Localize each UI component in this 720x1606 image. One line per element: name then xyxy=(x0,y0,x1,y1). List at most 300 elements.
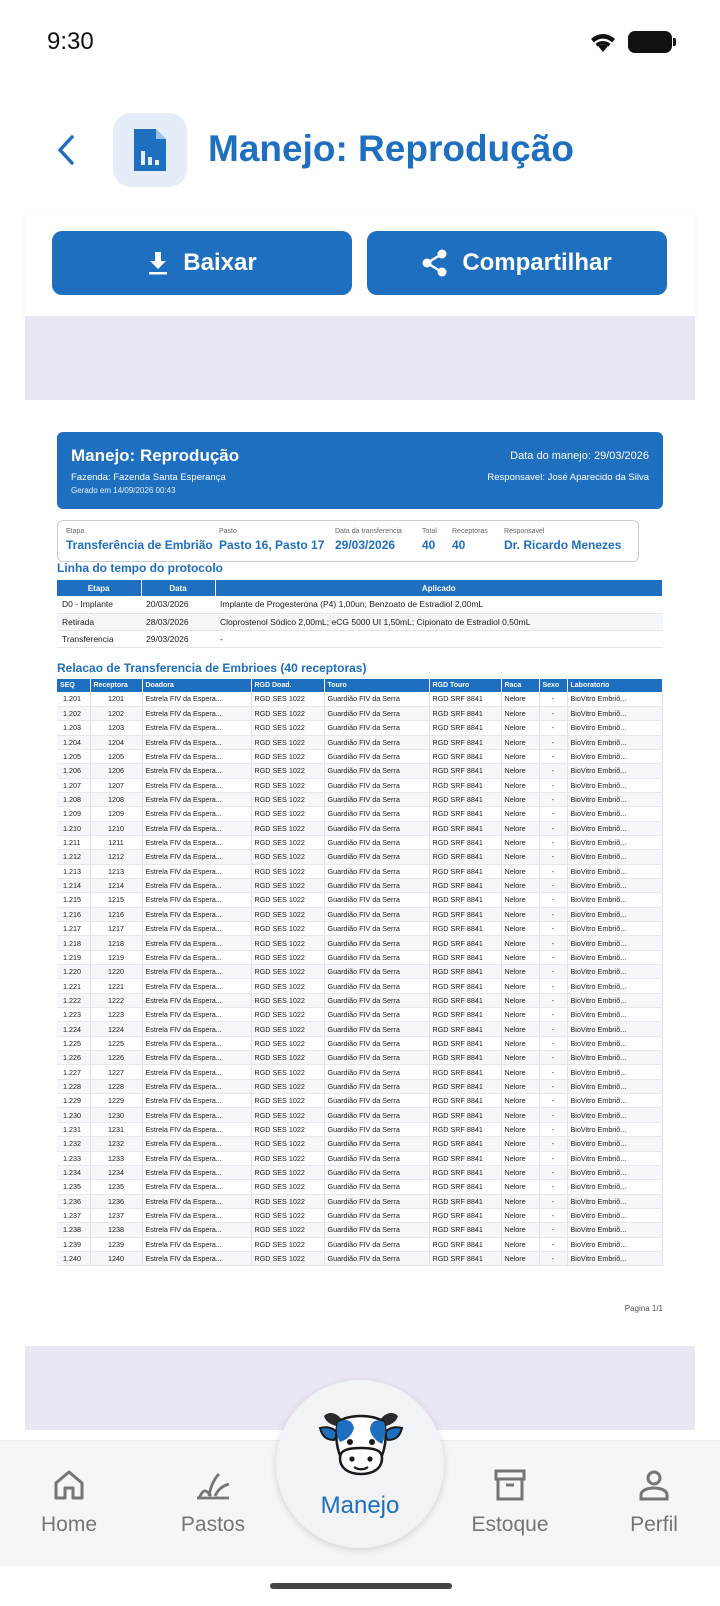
table-cell: 1.232 xyxy=(57,1137,90,1151)
table-cell: RGD SRF 8841 xyxy=(429,1251,501,1265)
table-cell: 1.218 xyxy=(57,936,90,950)
table-cell: 1230 xyxy=(90,1108,142,1122)
table-cell: 1.217 xyxy=(57,922,90,936)
table-cell: RGD SES 1022 xyxy=(251,821,324,835)
table-cell: Estrela FIV da Espera... xyxy=(142,792,251,806)
table-cell: RGD SRF 8841 xyxy=(429,950,501,964)
table-cell: Nelore xyxy=(501,1036,539,1050)
table-cell: RGD SRF 8841 xyxy=(429,965,501,979)
table-cell: RGD SES 1022 xyxy=(251,749,324,763)
table-cell: BioVitro Embriõ... xyxy=(567,721,663,735)
table-cell: Nelore xyxy=(501,1165,539,1179)
table-cell: Nelore xyxy=(501,1237,539,1251)
table-cell: - xyxy=(539,893,567,907)
table-cell: Nelore xyxy=(501,864,539,878)
table-cell: Estrela FIV da Espera... xyxy=(142,764,251,778)
table-cell: 1222 xyxy=(90,993,142,1007)
table-cell: Nelore xyxy=(501,778,539,792)
table-cell: Nelore xyxy=(501,1022,539,1036)
table-cell: Nelore xyxy=(501,1194,539,1208)
table-cell: Guardião FIV da Serra xyxy=(324,692,429,706)
table-cell: RGD SES 1022 xyxy=(251,1180,324,1194)
table-row xyxy=(57,1036,663,1050)
table-row xyxy=(57,965,663,979)
table-cell: Estrela FIV da Espera... xyxy=(142,1094,251,1108)
table-cell: 1.227 xyxy=(57,1065,90,1079)
table-cell: 1.237 xyxy=(57,1208,90,1222)
report-title: Manejo: Reprodução xyxy=(71,446,240,465)
table-row xyxy=(57,749,663,763)
summary-item: Pasto Pasto 16, Pasto 17 xyxy=(219,528,325,552)
table-row xyxy=(57,1094,663,1108)
table-cell: - xyxy=(539,907,567,921)
table-cell: RGD SRF 8841 xyxy=(429,778,501,792)
table-cell: 1.225 xyxy=(57,1036,90,1050)
table-cell: 1.221 xyxy=(57,979,90,993)
transfer-title: Relacao de Transferencia de Embrioes (40 receptoras) xyxy=(57,661,367,675)
download-label: Baixar xyxy=(183,249,257,276)
table-cell: BioVitro Embriõ... xyxy=(567,1108,663,1122)
table-row xyxy=(57,764,663,778)
table-cell: Estrela FIV da Espera... xyxy=(142,1008,251,1022)
table-cell: Guardião FIV da Serra xyxy=(324,1223,429,1237)
table-cell: Estrela FIV da Espera... xyxy=(142,893,251,907)
table-cell: Nelore xyxy=(501,850,539,864)
table-row xyxy=(57,721,663,735)
table-cell: 1227 xyxy=(90,1065,142,1079)
table-cell: RGD SRF 8841 xyxy=(429,1208,501,1222)
table-cell: - xyxy=(539,936,567,950)
table-header: Raca xyxy=(501,679,539,692)
table-cell: 1.202 xyxy=(57,706,90,720)
table-cell: Nelore xyxy=(501,721,539,735)
table-cell: 1239 xyxy=(90,1237,142,1251)
table-cell: BioVitro Embriõ... xyxy=(567,1208,663,1222)
table-cell: Guardião FIV da Serra xyxy=(324,965,429,979)
table-cell: - xyxy=(539,1108,567,1122)
table-cell: RGD SRF 8841 xyxy=(429,1223,501,1237)
table-header: Doadora xyxy=(142,679,251,692)
table-cell: 1205 xyxy=(90,749,142,763)
table-cell: 1211 xyxy=(90,835,142,849)
table-cell: Estrela FIV da Espera... xyxy=(142,907,251,921)
table-cell: 1.216 xyxy=(57,907,90,921)
table-cell: Nelore xyxy=(501,893,539,907)
table-cell: 1236 xyxy=(90,1194,142,1208)
table-cell: Guardião FIV da Serra xyxy=(324,749,429,763)
table-cell: RGD SRF 8841 xyxy=(429,993,501,1007)
table-row xyxy=(57,1137,663,1151)
table-cell: RGD SES 1022 xyxy=(251,706,324,720)
table-cell: Nelore xyxy=(501,1151,539,1165)
table-cell: BioVitro Embriõ... xyxy=(567,792,663,806)
table-cell: Estrela FIV da Espera... xyxy=(142,1036,251,1050)
table-cell: Guardião FIV da Serra xyxy=(324,1208,429,1222)
table-cell: Guardião FIV da Serra xyxy=(324,735,429,749)
table-cell: BioVitro Embriõ... xyxy=(567,922,663,936)
table-cell: RGD SES 1022 xyxy=(251,1137,324,1151)
table-cell: RGD SES 1022 xyxy=(251,835,324,849)
table-cell: Nelore xyxy=(501,1051,539,1065)
table-cell: RGD SES 1022 xyxy=(251,878,324,892)
nav-estoque[interactable] xyxy=(450,1465,570,1537)
table-cell: - xyxy=(539,1237,567,1251)
table-cell: - xyxy=(539,1008,567,1022)
nav-perfil[interactable] xyxy=(594,1465,714,1537)
table-cell: - xyxy=(539,764,567,778)
table-cell: Guardião FIV da Serra xyxy=(324,1008,429,1022)
timeline-row xyxy=(57,630,663,647)
table-cell: 1214 xyxy=(90,878,142,892)
table-cell: BioVitro Embriõ... xyxy=(567,1051,663,1065)
table-cell: 1.214 xyxy=(57,878,90,892)
table-cell: - xyxy=(539,993,567,1007)
table-cell: - xyxy=(539,778,567,792)
download-icon xyxy=(147,251,169,275)
table-cell: - xyxy=(539,922,567,936)
table-cell: Nelore xyxy=(501,979,539,993)
table-cell: RGD SES 1022 xyxy=(251,1194,324,1208)
table-cell: Guardião FIV da Serra xyxy=(324,1180,429,1194)
table-cell: Estrela FIV da Espera... xyxy=(142,1151,251,1165)
table-cell: Nelore xyxy=(501,1251,539,1265)
table-cell: 1.236 xyxy=(57,1194,90,1208)
table-cell: - xyxy=(539,1137,567,1151)
table-row xyxy=(57,735,663,749)
table-cell: 1.206 xyxy=(57,764,90,778)
table-cell: Estrela FIV da Espera... xyxy=(142,1079,251,1093)
table-cell: Nelore xyxy=(501,993,539,1007)
table-cell: - xyxy=(539,1051,567,1065)
report-header xyxy=(57,432,663,509)
table-row xyxy=(57,807,663,821)
summary-item: Etapa Transferência de Embrião xyxy=(66,528,213,552)
table-cell: Estrela FIV da Espera... xyxy=(142,1223,251,1237)
table-cell: RGD SES 1022 xyxy=(251,1008,324,1022)
table-cell: Estrela FIV da Espera... xyxy=(142,835,251,849)
table-cell: - xyxy=(215,630,663,647)
table-cell: RGD SES 1022 xyxy=(251,1094,324,1108)
report-document-icon xyxy=(132,127,168,173)
table-cell: Nelore xyxy=(501,692,539,706)
table-cell: Guardião FIV da Serra xyxy=(324,764,429,778)
table-cell: RGD SRF 8841 xyxy=(429,1036,501,1050)
table-cell: RGD SRF 8841 xyxy=(429,749,501,763)
table-cell: 1229 xyxy=(90,1094,142,1108)
table-cell: 1.223 xyxy=(57,1008,90,1022)
table-cell: BioVitro Embriõ... xyxy=(567,893,663,907)
table-row xyxy=(57,1208,663,1222)
summary-item: Receptoras 40 xyxy=(452,528,488,552)
table-cell: 1234 xyxy=(90,1165,142,1179)
page-number: Pagina 1/1 xyxy=(624,1304,663,1313)
table-cell: 1.212 xyxy=(57,850,90,864)
wifi-icon xyxy=(588,30,618,54)
table-cell: Estrela FIV da Espera... xyxy=(142,1208,251,1222)
table-row xyxy=(57,1165,663,1179)
back-button[interactable] xyxy=(48,130,84,170)
table-cell: 1223 xyxy=(90,1008,142,1022)
table-cell: Guardião FIV da Serra xyxy=(324,1108,429,1122)
table-row xyxy=(57,835,663,849)
table-cell: - xyxy=(539,821,567,835)
table-cell: RGD SRF 8841 xyxy=(429,878,501,892)
preview-background-top xyxy=(25,316,695,400)
table-cell: BioVitro Embriõ... xyxy=(567,706,663,720)
table-row xyxy=(57,1122,663,1136)
table-row xyxy=(57,1051,663,1065)
home-icon xyxy=(52,1469,86,1501)
table-row xyxy=(57,1194,663,1208)
table-cell: - xyxy=(539,1208,567,1222)
table-cell: RGD SES 1022 xyxy=(251,1065,324,1079)
table-cell: Nelore xyxy=(501,749,539,763)
table-cell: RGD SES 1022 xyxy=(251,1165,324,1179)
table-cell: Nelore xyxy=(501,878,539,892)
nav-manejo[interactable] xyxy=(276,1380,444,1548)
table-cell: RGD SES 1022 xyxy=(251,1022,324,1036)
table-cell: Retirada xyxy=(57,613,141,630)
table-cell: Estrela FIV da Espera... xyxy=(142,821,251,835)
table-cell: - xyxy=(539,692,567,706)
table-cell: Guardião FIV da Serra xyxy=(324,979,429,993)
table-cell: BioVitro Embriõ... xyxy=(567,878,663,892)
table-cell: 1213 xyxy=(90,864,142,878)
table-row xyxy=(57,792,663,806)
table-cell: BioVitro Embriõ... xyxy=(567,950,663,964)
table-cell: RGD SRF 8841 xyxy=(429,1194,501,1208)
timeline-table xyxy=(57,580,663,648)
table-cell: - xyxy=(539,1151,567,1165)
table-cell: Estrela FIV da Espera... xyxy=(142,850,251,864)
table-cell: 1.229 xyxy=(57,1094,90,1108)
table-row xyxy=(57,1151,663,1165)
table-cell: 1.222 xyxy=(57,993,90,1007)
nav-pastos[interactable] xyxy=(153,1465,273,1537)
table-cell: 29/03/2026 xyxy=(141,630,215,647)
share-button[interactable] xyxy=(367,231,667,295)
table-cell: RGD SES 1022 xyxy=(251,907,324,921)
table-cell: 1208 xyxy=(90,792,142,806)
table-cell: - xyxy=(539,749,567,763)
table-cell: BioVitro Embriõ... xyxy=(567,1237,663,1251)
transfer-table xyxy=(57,679,663,1266)
table-cell: 1.224 xyxy=(57,1022,90,1036)
table-cell: Nelore xyxy=(501,1122,539,1136)
table-cell: BioVitro Embriõ... xyxy=(567,1165,663,1179)
table-cell: Guardião FIV da Serra xyxy=(324,1051,429,1065)
table-cell: Guardião FIV da Serra xyxy=(324,907,429,921)
table-cell: BioVitro Embriõ... xyxy=(567,1122,663,1136)
table-row xyxy=(57,778,663,792)
table-row xyxy=(57,864,663,878)
table-cell: Estrela FIV da Espera... xyxy=(142,1108,251,1122)
table-cell: 1203 xyxy=(90,721,142,735)
table-cell: Transferencia xyxy=(57,630,141,647)
table-cell: Guardião FIV da Serra xyxy=(324,821,429,835)
table-cell: RGD SRF 8841 xyxy=(429,1022,501,1036)
table-header: Sexo xyxy=(539,679,567,692)
table-cell: RGD SRF 8841 xyxy=(429,835,501,849)
table-row xyxy=(57,950,663,964)
table-cell: Estrela FIV da Espera... xyxy=(142,936,251,950)
table-cell: BioVitro Embriõ... xyxy=(567,1251,663,1265)
table-cell: RGD SES 1022 xyxy=(251,1122,324,1136)
table-cell: RGD SES 1022 xyxy=(251,807,324,821)
table-cell: 1226 xyxy=(90,1051,142,1065)
report-icon-badge xyxy=(113,113,187,187)
table-cell: BioVitro Embriõ... xyxy=(567,850,663,864)
home-indicator[interactable] xyxy=(270,1583,452,1589)
table-cell: BioVitro Embriõ... xyxy=(567,936,663,950)
timeline-row xyxy=(57,613,663,630)
table-cell: BioVitro Embriõ... xyxy=(567,965,663,979)
table-cell: RGD SRF 8841 xyxy=(429,735,501,749)
table-cell: Estrela FIV da Espera... xyxy=(142,1194,251,1208)
table-cell: Cloprostenol Sódico 2,00mL; eCG 5000 UI 1,50mL; Cipionato de Estradiol 0,50mL xyxy=(215,613,663,630)
table-header: Receptora xyxy=(90,679,142,692)
table-cell: RGD SES 1022 xyxy=(251,1151,324,1165)
table-cell: Nelore xyxy=(501,1223,539,1237)
table-cell: 1.235 xyxy=(57,1180,90,1194)
table-cell: 1.233 xyxy=(57,1151,90,1165)
table-cell: RGD SRF 8841 xyxy=(429,1151,501,1165)
table-cell: Estrela FIV da Espera... xyxy=(142,721,251,735)
table-cell: Estrela FIV da Espera... xyxy=(142,1251,251,1265)
cow-face-icon xyxy=(318,1404,404,1488)
table-cell: Estrela FIV da Espera... xyxy=(142,1065,251,1079)
table-row xyxy=(57,1251,663,1265)
table-cell: Guardião FIV da Serra xyxy=(324,1237,429,1251)
table-cell: 20/03/2026 xyxy=(141,596,215,613)
table-cell: RGD SES 1022 xyxy=(251,1208,324,1222)
table-cell: Guardião FIV da Serra xyxy=(324,993,429,1007)
table-cell: Nelore xyxy=(501,922,539,936)
table-cell: Estrela FIV da Espera... xyxy=(142,1122,251,1136)
table-cell: BioVitro Embriõ... xyxy=(567,1094,663,1108)
report-preview[interactable] xyxy=(25,400,695,1346)
table-cell: Nelore xyxy=(501,735,539,749)
table-cell: 1219 xyxy=(90,950,142,964)
table-cell: 1.203 xyxy=(57,721,90,735)
table-cell: Nelore xyxy=(501,706,539,720)
table-cell: 1231 xyxy=(90,1122,142,1136)
table-cell: 1.215 xyxy=(57,893,90,907)
table-cell: RGD SES 1022 xyxy=(251,864,324,878)
share-icon xyxy=(422,249,448,277)
table-cell: 1217 xyxy=(90,922,142,936)
table-cell: RGD SRF 8841 xyxy=(429,1065,501,1079)
table-header: Laboratorio xyxy=(567,679,663,692)
status-bar xyxy=(0,0,720,86)
table-cell: Guardião FIV da Serra xyxy=(324,1094,429,1108)
table-cell: BioVitro Embriõ... xyxy=(567,1036,663,1050)
table-header: Aplicado xyxy=(215,580,663,596)
table-row xyxy=(57,993,663,1007)
table-cell: 1.211 xyxy=(57,835,90,849)
nav-home-label: Home xyxy=(40,1513,98,1536)
action-panel xyxy=(25,212,695,316)
table-cell: Guardião FIV da Serra xyxy=(324,878,429,892)
table-cell: Nelore xyxy=(501,1094,539,1108)
report-farm: Fazenda: Fazenda Santa Esperança xyxy=(71,472,226,483)
table-cell: RGD SRF 8841 xyxy=(429,850,501,864)
table-cell: - xyxy=(539,1079,567,1093)
table-cell: RGD SRF 8841 xyxy=(429,792,501,806)
table-cell: Estrela FIV da Espera... xyxy=(142,878,251,892)
share-label: Compartilhar xyxy=(462,249,612,276)
table-cell: RGD SES 1022 xyxy=(251,993,324,1007)
table-cell: BioVitro Embriõ... xyxy=(567,1079,663,1093)
report-date: Data do manejo: 29/03/2026 xyxy=(510,450,649,462)
table-cell: RGD SES 1022 xyxy=(251,950,324,964)
table-cell: Estrela FIV da Espera... xyxy=(142,807,251,821)
table-cell: Estrela FIV da Espera... xyxy=(142,1237,251,1251)
download-button[interactable] xyxy=(52,231,352,295)
table-cell: RGD SES 1022 xyxy=(251,721,324,735)
table-cell: 1.228 xyxy=(57,1079,90,1093)
table-cell: BioVitro Embriõ... xyxy=(567,764,663,778)
table-cell: Estrela FIV da Espera... xyxy=(142,1165,251,1179)
table-cell: 1218 xyxy=(90,936,142,950)
table-cell: RGD SES 1022 xyxy=(251,792,324,806)
table-cell: - xyxy=(539,1022,567,1036)
nav-home[interactable] xyxy=(9,1465,129,1537)
table-cell: RGD SES 1022 xyxy=(251,1237,324,1251)
table-cell: 1209 xyxy=(90,807,142,821)
table-row xyxy=(57,936,663,950)
table-cell: - xyxy=(539,1094,567,1108)
table-cell: RGD SRF 8841 xyxy=(429,1051,501,1065)
table-cell: 1237 xyxy=(90,1208,142,1222)
table-cell: 1.210 xyxy=(57,821,90,835)
table-cell: Nelore xyxy=(501,764,539,778)
table-cell: 1.209 xyxy=(57,807,90,821)
table-cell: Guardião FIV da Serra xyxy=(324,721,429,735)
table-cell: RGD SRF 8841 xyxy=(429,864,501,878)
table-cell: Nelore xyxy=(501,1065,539,1079)
table-cell: - xyxy=(539,1165,567,1179)
table-cell: RGD SRF 8841 xyxy=(429,1122,501,1136)
table-cell: BioVitro Embriõ... xyxy=(567,1008,663,1022)
table-cell: BioVitro Embriõ... xyxy=(567,1223,663,1237)
table-cell: RGD SRF 8841 xyxy=(429,692,501,706)
table-cell: 1.240 xyxy=(57,1251,90,1265)
table-row xyxy=(57,878,663,892)
table-cell: RGD SRF 8841 xyxy=(429,721,501,735)
table-row xyxy=(57,850,663,864)
summary-box xyxy=(57,520,639,562)
table-cell: - xyxy=(539,979,567,993)
table-cell: - xyxy=(539,1065,567,1079)
table-cell: Estrela FIV da Espera... xyxy=(142,965,251,979)
table-cell: 1.234 xyxy=(57,1165,90,1179)
table-cell: RGD SES 1022 xyxy=(251,936,324,950)
table-cell: Estrela FIV da Espera... xyxy=(142,692,251,706)
table-cell: Guardião FIV da Serra xyxy=(324,1251,429,1265)
table-cell: 1238 xyxy=(90,1223,142,1237)
table-cell: Nelore xyxy=(501,807,539,821)
table-row xyxy=(57,706,663,720)
report-responsible: Responsavel: José Aparecido da Silva xyxy=(487,472,649,483)
table-cell: Guardião FIV da Serra xyxy=(324,1165,429,1179)
table-cell: BioVitro Embriõ... xyxy=(567,1137,663,1151)
table-cell: RGD SES 1022 xyxy=(251,1251,324,1265)
table-cell: - xyxy=(539,735,567,749)
table-cell: Nelore xyxy=(501,1108,539,1122)
table-cell: Nelore xyxy=(501,907,539,921)
table-cell: Nelore xyxy=(501,950,539,964)
